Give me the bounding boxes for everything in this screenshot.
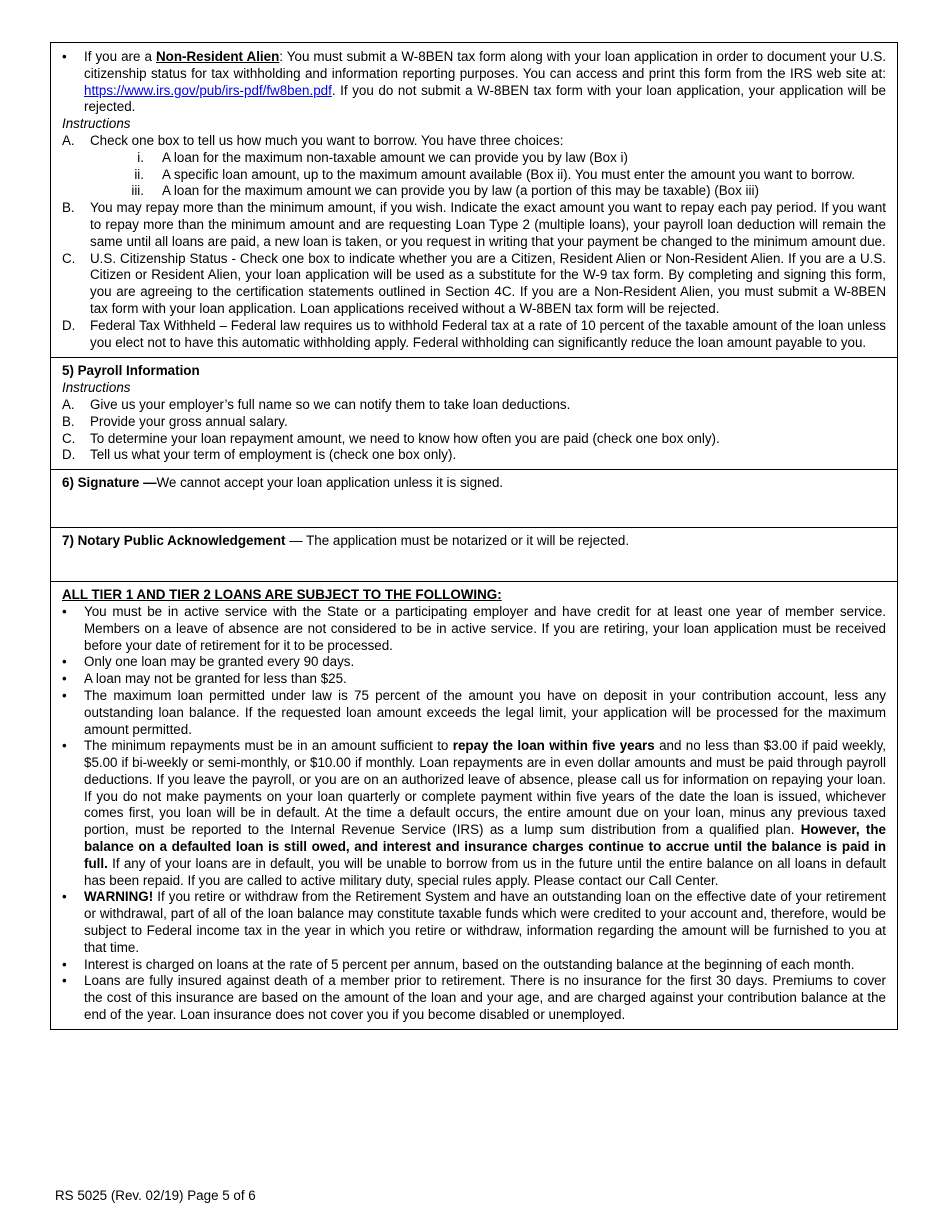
- section-notary: [51, 528, 897, 582]
- item-label: A.: [62, 396, 75, 412]
- list-item: [62, 251, 886, 318]
- list-item: [62, 397, 886, 414]
- list-item: • The minimum repayments must be in an amount sufficient to repay the loan within five years and no less than $3.00 if paid weekly, $5.00 if bi-weekly or semi-monthly, or $10.00 if monthly. Loan repayments are in even dollar amounts and must be paid through payroll deductions. If you leave the payroll, or you are on an authorized leave of absence, please call us for information on repaying your loan. If you do not make payments on your loan quarterly or complete payment within five years of the date the loan is issued, whichever comes first, you loan will be in default. At the time a default occurs, the entire amount due on your loan, minus any previous taxed portion, must be reported to the Internal Revenue Service (IRS) as a lump sum distribution from a qualified plan. However, the balance on a defaulted loan is still owed, and interest and insurance charges continue to accrue until the balance is paid in full. If any of your loans are in default, you will be unable to borrow from us in the future until the entire balance on all loans in default has been repaid. If you are called to active military duty, special rules apply. Please contact our Call Center.: [62, 738, 886, 888]
- section-signature: [51, 470, 897, 528]
- section-title: 6) Signature —: [62, 475, 157, 491]
- list-item: [62, 431, 886, 448]
- item-label: B.: [62, 413, 75, 429]
- list-item: [62, 133, 886, 150]
- list-item: • Interest is charged on loans at the rate of 5 percent per annum, based on the outstanding balance at the beginning of each month.: [62, 956, 855, 972]
- non-resident-alien-term: Non-Resident Alien: [155, 49, 280, 64]
- section-title: 7) Notary Public Acknowledgement: [62, 533, 286, 549]
- list-item: [62, 447, 886, 464]
- list-item: [62, 200, 886, 250]
- sub-item-text: A specific loan amount, up to the maximum amount available (Box ii). You must enter the amount you want to borrow.: [162, 166, 855, 182]
- list-item: [62, 318, 886, 352]
- irs-form-link[interactable]: https://www.irs.gov/pub/irs-pdf/fw8ben.pdf: [84, 82, 332, 98]
- signature-text: 6) Signature —We cannot accept your loan application unless it is signed.: [62, 475, 504, 491]
- section-tier-loans: [51, 582, 897, 1029]
- item-text: Federal Tax Withheld – Federal law requires us to withhold Federal tax at a rate of 10 percent of the taxable amount of the loan unless you elect not to have this automatic withholding apply. Federal withholding can significantly reduce the loan amount payable to you.: [90, 317, 886, 350]
- bullet: •: [62, 956, 67, 972]
- notary-text: 7) Notary Public Acknowledgement — The application must be notarized or it will be rejected.: [62, 533, 630, 549]
- item-label: A.: [62, 132, 75, 148]
- item-label: D.: [62, 317, 76, 333]
- non-resident-bullet: [62, 49, 886, 116]
- bullet: •: [62, 671, 67, 687]
- list-item: • WARNING! If you retire or withdraw from the Retirement System and have an outstanding loan on the effective date of your retirement or withdrawal, part of all of the loan balance may constitute taxable funds which were credited to your account and, therefore, would be subject to Federal income tax in the year in which you retire or withdraw, information regarding the amount will be furnished to you at that time.: [62, 889, 886, 955]
- item-label: C.: [62, 430, 76, 446]
- bullet: •: [62, 889, 67, 905]
- list-item: • Loans are fully insured against death of a member prior to retirement. There is no insurance for the first 30 days. Premiums to cover the cost of this insurance are based on the amount of the loan and your age, and are charged against your contribution balance at the end of the year. Loan insurance does not cover you if you become disabled or unemployed.: [62, 973, 886, 1023]
- item-text: Tell us what your term of employment is (check one box only).: [90, 447, 457, 463]
- item-text: U.S. Citizenship Status - Check one box to indicate whether you are a Citizen, Resident Alien or Non-Resident Alien. If you are a U.S. Citizen or Resident Alien, your loan application will be used as a substitute for the W-9 tax form. By completing and signing this form, you are agreeing to the certification statements outlined in Section 4C. If you are a Non-Resident Alien, you must submit a W-8BEN tax form with your loan application. Loan applications received without a W-8BEN tax form will be rejected.: [90, 250, 886, 316]
- instructions-label: Instructions: [62, 380, 131, 396]
- sub-item-label: i.: [137, 149, 144, 165]
- list-item: • A loan may not be granted for less than $25.: [62, 671, 347, 687]
- sub-list-item: [62, 183, 886, 200]
- tier-heading: ALL TIER 1 AND TIER 2 LOANS ARE SUBJECT TO THE FOLLOWING:: [62, 587, 502, 603]
- section-citizenship-instructions: [51, 43, 897, 358]
- list-item: • You must be in active service with the State or a participating employer and have credit for at least one year of member service. Members on a leave of absence are not considered to be in active service. If you are retiring, your loan application must be received before your date of retirement for it to be processed.: [62, 603, 886, 653]
- list-item: • The maximum loan permitted under law is 75 percent of the amount you have on deposit in your contribution account, less any outstanding loan balance. If the requested loan amount exceeds the legal limit, your application will be processed for the maximum amount permitted.: [62, 687, 886, 737]
- item-text: Check one box to tell us how much you want to borrow. You have three choices:: [90, 132, 564, 148]
- sub-item-label: iii.: [131, 183, 144, 199]
- item-text: Provide your gross annual salary.: [90, 413, 288, 429]
- item-label: C.: [62, 250, 76, 266]
- bullet: •: [62, 738, 67, 754]
- sub-list-item: [62, 167, 886, 184]
- bullet: •: [62, 49, 67, 64]
- bullet: •: [62, 654, 67, 670]
- list-item: [62, 414, 886, 431]
- form-frame: [50, 42, 898, 1030]
- section-payroll-information: [51, 358, 897, 470]
- item-text: Give us your employer’s full name so we can notify them to take loan deductions.: [90, 396, 571, 412]
- list-item: • Only one loan may be granted every 90 days.: [62, 654, 355, 670]
- non-resident-paragraph: If you are a Non-Resident Alien: You must submit a W-8BEN tax form along with your loan application in order to document your U.S. citizenship status for tax withholding and information reporting purposes. You can access and print this form from the IRS web site at: https://www.irs.gov/pub/irs-pdf/fw8ben.pdf. If you do not submit a W-8BEN tax form with your loan application, your application will be rejected.: [84, 49, 887, 115]
- section-title: 5) Payroll Information: [62, 363, 200, 379]
- warning-label: WARNING!: [84, 889, 154, 905]
- page-footer: RS 5025 (Rev. 02/19) Page 5 of 6: [55, 1188, 256, 1203]
- item-label: B.: [62, 200, 75, 216]
- sub-item-text: A loan for the maximum amount we can provide you by law (a portion of this may be taxable) (Box iii): [162, 183, 759, 199]
- sub-list-item: [62, 150, 886, 167]
- sub-item-label: ii.: [134, 166, 144, 182]
- bullet: •: [62, 687, 67, 703]
- bullet: •: [62, 973, 67, 989]
- item-label: D.: [62, 447, 76, 463]
- item-text: You may repay more than the minimum amount, if you wish. Indicate the exact amount you want to repay each pay period. If you want to repay more than the minimum amount and are requesting Loan Type 2 (multiple loans), your payroll loan deduction will remain the same until all loans are paid, a new loan is taken, or you request in writing that your payment be changed to the minimum amount due.: [90, 200, 886, 249]
- instructions-label: Instructions: [62, 116, 131, 132]
- sub-item-text: A loan for the maximum non-taxable amount we can provide you by law (Box i): [162, 149, 628, 165]
- item-text: To determine your loan repayment amount, we need to know how often you are paid (check one box only).: [90, 430, 720, 446]
- bullet: •: [62, 603, 67, 619]
